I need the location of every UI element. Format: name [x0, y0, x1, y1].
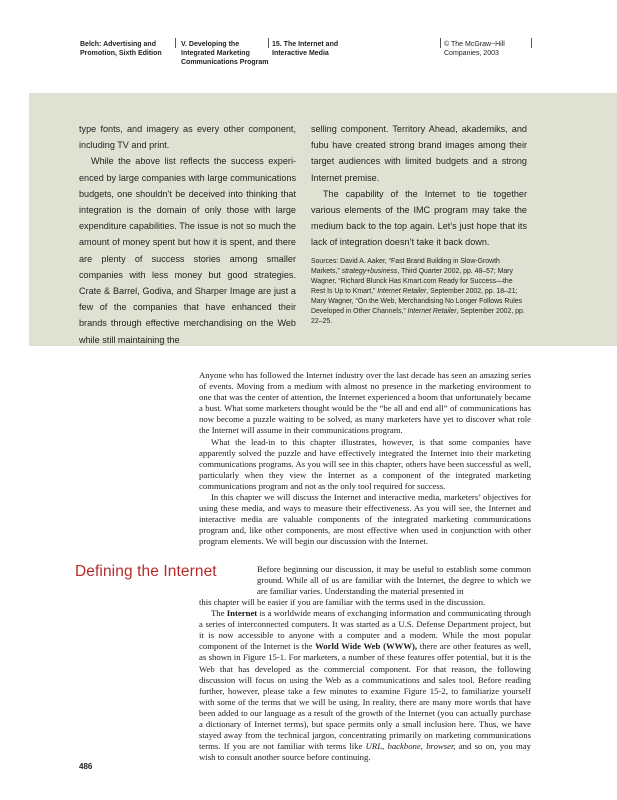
body-paragraph: Before beginning our discussion, it may be useful to establish some common ground. While all of us are familiar with the Internet, the degree to which we are familiar varies. Understanding the material presented in	[257, 564, 531, 597]
sidebar-paragraph: The capability of the Internet to tie together various elements of the IMC program may take the medium back to the top again. Let’s just hope that its lack of integration doesn’t take it back down.	[311, 188, 527, 248]
header-chapter-title: 15. The Internet and Interactive Media	[272, 41, 339, 57]
sidebar-sources: Sources: David A. Aaker, “Fast Brand Building in Slow-Growth Markets,” strategy+business, Third Quarter 2002, pp. 48–57; Mary Wagner, “Richard Blunck Has Kmart.com Ready for Success—the Rest Is Up to Kmart,” Internet Retailer, September 2002, pp. 18–21; Mary Wagner, “On the Web, Merchandising No Longer Follows Rules Developed in Other Channels,” Internet Retailer, September 2002, pp. 22–25.	[311, 257, 525, 325]
section-intro-text	[257, 564, 531, 597]
section-body	[199, 597, 531, 763]
term-internet: Internet	[226, 608, 258, 619]
header-divider	[531, 38, 532, 48]
chapter-intro	[199, 370, 531, 548]
body-paragraph: Anyone who has followed the Internet industry over the last decade has seen an amazing series of events. Moving from a medium with almost no presence in the marketing environment to one that was the center of attention, the Internet experienced a boom that unfortunately became a bust. What some marketers thought would be the “be all and end all” of communications has now become a puzzle waiting to be solved, as many marketers have yet to discover what role the Internet will assume in their communications program.	[199, 370, 531, 436]
sidebar-right-column	[311, 121, 527, 327]
page-number: 486	[79, 762, 93, 771]
term-www: World Wide Web (WWW),	[315, 641, 418, 652]
header-part-title: V. Developing the Integrated Marketing Communications Program	[181, 41, 269, 66]
sidebar-left-column	[79, 121, 296, 348]
sidebar-paragraph: selling component. Territory Ahead, akademiks, and fubu have created strong brand images among their target audiences with limited budgets and a strong Internet premise.	[311, 124, 527, 183]
header-book-title: Belch: Advertising and Promotion, Sixth Edition	[80, 41, 162, 57]
body-paragraph: The Internet is a worldwide means of exchanging information and communicating through a series of interconnected computers. It was started as a U.S. Defense Department project, but it is now accessible to anyone with a computer and a modem. While the most popular component of the Internet is the World Wide Web (WWW), there are other features as well, as shown in Figure 15-1. For marketers, a number of these features offer potential, but it is the Web that has developed as the commercial component. For that reason, the following discussion will focus on using the Web as a communications and sales tool. Before reading further, however, please take a few minutes to examine Figure 15-2, to familiarize yourself with some of the terms that we will be using. In reality, there are many more words that have been added to our language as a result of the growth of the Internet (you can actually purchase a dictionary of Internet terms), but space permits only a small inclusion here. Thus, we have stayed away from the technical jargon, concentrating primarily on marketing communications terms. If you are not familiar with terms like URL, backbone, browser, and so on, you may wish to consult another source before continuing.	[199, 608, 531, 763]
sidebar-paragraph: type fonts, and imagery as every other component, including TV and print.	[79, 124, 296, 151]
header-divider	[175, 38, 176, 48]
body-paragraph: What the lead-in to this chapter illustrates, however, is that some companies have apparently solved the puzzle and have effectively integrated the Internet into their marketing communications programs. As you will see in this chapter, others have been successful as well, particularly when they view the Internet as a component of the integrated marketing communications program and not as the only tool required for success.	[199, 436, 531, 491]
header-copyright: © The McGraw−Hill Companies, 2003	[444, 41, 505, 57]
header-divider	[268, 38, 269, 48]
body-paragraph: In this chapter we will discuss the Internet and interactive media, marketers’ objectives for using these media, and ways to measure their effectiveness. As you will see, the Internet and interactive media are valuable components of the integrated marketing communications program and, like other components, are most effective when used in conjunction with other program elements. We will begin our discussion with the Internet.	[199, 492, 531, 547]
sidebar-paragraph: While the above list reflects the success experienced by large companies with large communications budgets, one shouldn’t be deceived into thinking that integration is the domain of only those with large expenditure capabilities. The issue is not so much the amount of money spent but how it is spent, and there are plenty of success stories among smaller companies with less money but good strategies. Crate & Barrel, Godiva, and Sharper Image are just a few of the companies that have enhanced their brands through effective merchandising on the Web while still maintaining the	[79, 156, 296, 345]
header-divider	[440, 38, 441, 48]
section-heading: Defining the Internet	[75, 563, 217, 580]
body-paragraph: this chapter will be easier if you are familiar with the terms used in the discussion.	[199, 597, 486, 607]
